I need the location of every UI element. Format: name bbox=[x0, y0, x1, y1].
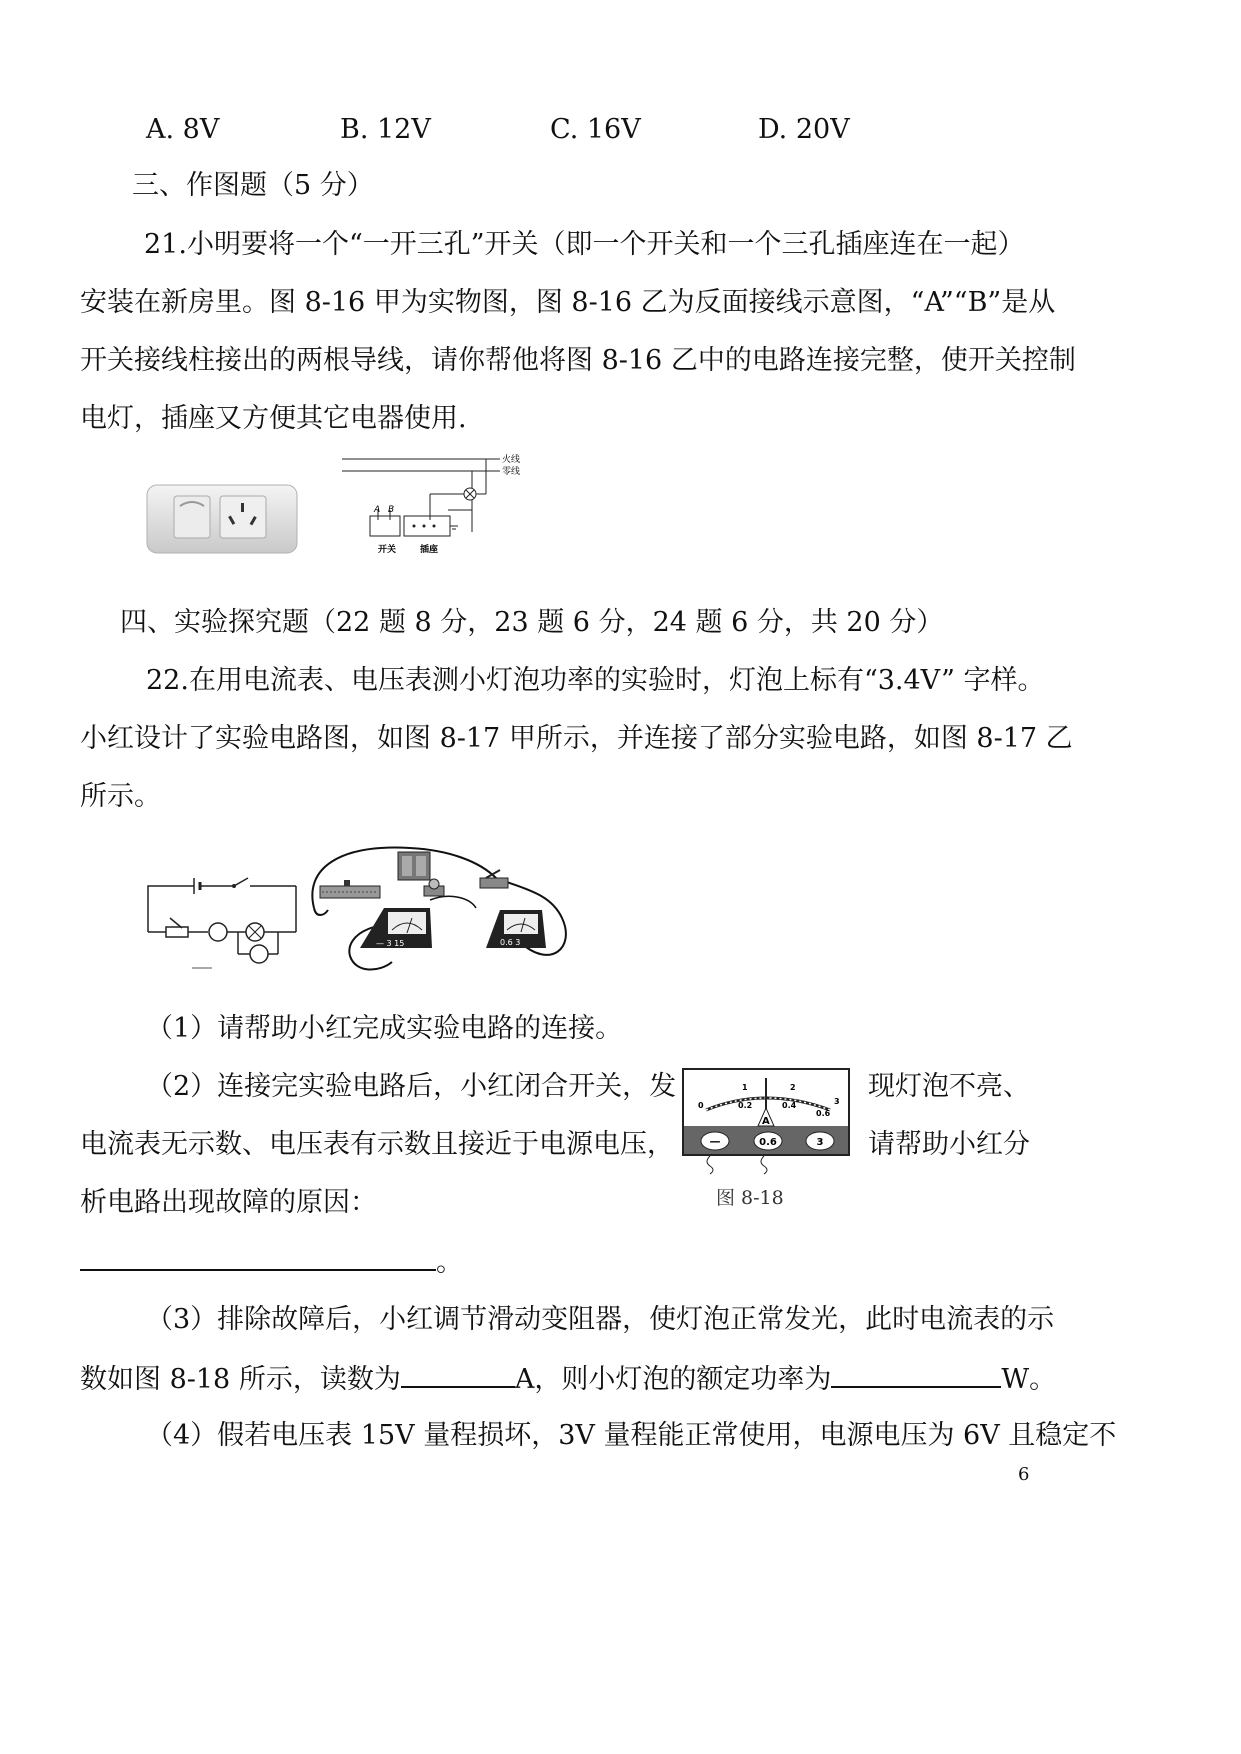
q22-p2-right1: 现灯泡不亮、 bbox=[868, 1071, 1030, 1102]
label-b: B bbox=[388, 505, 395, 515]
physical-circuit bbox=[300, 838, 576, 982]
voltmeter-terminals: — 3 15 bbox=[376, 939, 405, 948]
p3-text-b: A，则小灯泡的额定功率为 bbox=[514, 1364, 832, 1395]
live-wire-label: 火线 bbox=[502, 455, 521, 465]
option-a: A. 8V bbox=[146, 114, 220, 145]
option-b: B. 12V bbox=[340, 114, 431, 145]
ammeter-dial bbox=[682, 1068, 850, 1176]
fig-8-18-caption: 图 8-18 bbox=[716, 1187, 784, 1209]
dial-tick-02: 0.2 bbox=[738, 1101, 753, 1110]
dial-tick-06: 0.6 bbox=[816, 1109, 831, 1118]
dial-tick-1: 1 bbox=[742, 1083, 748, 1092]
circuit-schematic bbox=[142, 872, 302, 972]
q21-line1: 21.小明要将一个“一开三孔”开关（即一个开关和一个三孔插座连在一起） bbox=[144, 229, 1025, 260]
label-switch: 开关 bbox=[378, 545, 397, 555]
dial-tick-0: 0 bbox=[698, 1101, 704, 1110]
q22-line1: 22.在用电流表、电压表测小灯泡功率的实验时，灯泡上标有“3.4V” 字样。 bbox=[146, 665, 1045, 696]
wiring-diagram bbox=[338, 450, 528, 560]
q22-line2: 小红设计了实验电路图，如图 8-17 甲所示，并连接了部分实验电路，如图 8-17 乙 bbox=[80, 723, 1073, 754]
terminal-negative: — bbox=[709, 1135, 721, 1148]
section4-title: 四、实验探究题（22 题 8 分，23 题 6 分，24 题 6 分，共 20 分） bbox=[120, 607, 944, 638]
ammeter bbox=[486, 910, 546, 948]
switch-socket-photo bbox=[146, 484, 298, 554]
terminal-3: 3 bbox=[816, 1137, 824, 1148]
q22-line3: 所示。 bbox=[80, 781, 161, 812]
q22-p2-answer-line: 。 bbox=[80, 1243, 463, 1281]
dial-tick-3: 3 bbox=[834, 1097, 840, 1106]
q22-p1: （1）请帮助小红完成实验电路的连接。 bbox=[146, 1013, 623, 1044]
terminal-06: 0.6 bbox=[759, 1137, 777, 1148]
answer-blank-power[interactable] bbox=[831, 1360, 1001, 1388]
q21-line4: 电灯，插座又方便其它电器使用. bbox=[80, 403, 467, 434]
dial-tick-2: 2 bbox=[790, 1083, 796, 1092]
answer-blank-fault[interactable] bbox=[80, 1243, 436, 1271]
dial-tick-04: 0.4 bbox=[782, 1101, 797, 1110]
page-number: 6 bbox=[1018, 1464, 1030, 1485]
q22-p3-line2 bbox=[80, 1360, 1056, 1398]
q22-p2-left3: 析电路出现故障的原因： bbox=[80, 1187, 377, 1218]
label-a: A bbox=[374, 505, 381, 515]
p3-text-c: W。 bbox=[1001, 1364, 1057, 1395]
p3-text-a: 数如图 8-18 所示，读数为 bbox=[80, 1364, 401, 1395]
q22-p4-line1: （4）假若电压表 15V 量程损坏，3V 量程能正常使用，电源电压为 6V 且稳定不 bbox=[146, 1420, 1117, 1451]
q22-p2-left2: 电流表无示数、电压表有示数且接近于电源电压， bbox=[80, 1129, 674, 1160]
neutral-wire-label: 零线 bbox=[502, 467, 521, 477]
label-socket: 插座 bbox=[420, 545, 439, 555]
q21-line3: 开关接线柱接出的两根导线，请你帮他将图 8-16 乙中的电路连接完整，使开关控制 bbox=[80, 345, 1076, 376]
q22-p2-right2: 请帮助小红分 bbox=[868, 1129, 1030, 1160]
answer-blank-current[interactable] bbox=[401, 1360, 515, 1388]
option-c: C. 16V bbox=[550, 114, 641, 145]
q22-p2-left1: （2）连接完实验电路后，小红闭合开关，发 bbox=[146, 1071, 677, 1102]
option-d: D. 20V bbox=[758, 114, 850, 145]
q21-line2: 安装在新房里。图 8-16 甲为实物图，图 8-16 乙为反面接线示意图，“A”“B”是从 bbox=[80, 287, 1056, 318]
svg-text:A: A bbox=[762, 1116, 770, 1127]
q22-p3-line1: （3）排除故障后，小红调节滑动变阻器，使灯泡正常发光，此时电流表的示 bbox=[146, 1304, 1055, 1335]
ammeter-terminals: 0.6 3 bbox=[500, 938, 521, 947]
section3-title: 三、作图题（5 分） bbox=[132, 170, 374, 201]
